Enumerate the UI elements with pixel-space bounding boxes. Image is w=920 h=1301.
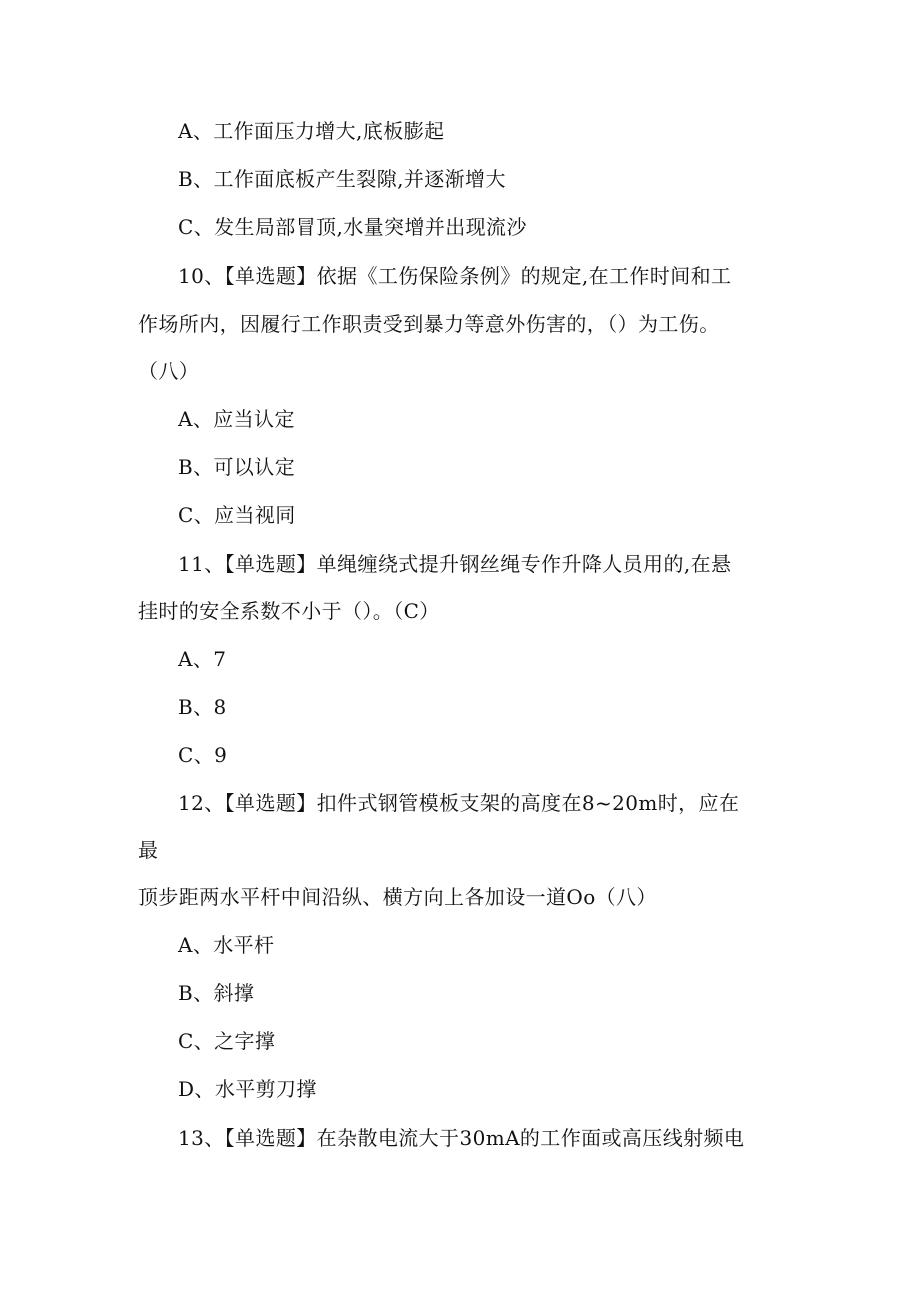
q11-option-b: B、8: [178, 695, 227, 719]
q12-option-c: C、之字撑: [178, 1029, 276, 1053]
q10-option-b: B、可以认定: [178, 455, 296, 479]
q9-option-a: A、工作面压力增大,底板膨起: [178, 119, 445, 143]
q10-stem-continued: 作场所内，因履行工作职责受到暴力等意外伤害的，（）为工伤。: [138, 312, 720, 336]
q11-option-a: A、7: [178, 647, 227, 671]
q12-stem-continued: 最: [138, 838, 159, 862]
q11-option-c: C、9: [178, 743, 228, 767]
q12-option-d: D、水平剪刀撑: [178, 1077, 317, 1101]
q10-answer: （八）: [138, 359, 200, 383]
q9-option-b: B、工作面底板产生裂隙,并逐渐增大: [178, 167, 506, 191]
q12-option-b: B、斜撑: [178, 981, 255, 1005]
q11-stem-continued: 挂时的安全系数不小于（）。（C）: [138, 599, 440, 623]
q13-stem: 13、【单选题】在杂散电流大于30mA的工作面或高压线射频电: [178, 1126, 745, 1150]
q9-option-c: C、发生局部冒顶,水量突增并出现流沙: [178, 215, 527, 239]
q12-option-a: A、水平杆: [178, 933, 275, 957]
q12-stem-continued-2: 顶步距两水平杆中间沿纵、横方向上各加设一道Oo（八）: [138, 885, 657, 909]
q11-stem: 11、【单选题】单绳缠绕式提升钢丝绳专作升降人员用的,在悬: [178, 552, 732, 576]
q10-option-c: C、应当视同: [178, 503, 296, 527]
q10-stem: 10、【单选题】依据《工伤保险条例》的规定,在工作时间和工: [178, 264, 732, 288]
q12-stem: 12、【单选题】扣件式钢管模板支架的高度在8~20m时，应在: [178, 791, 740, 815]
q10-option-a: A、应当认定: [178, 407, 295, 431]
